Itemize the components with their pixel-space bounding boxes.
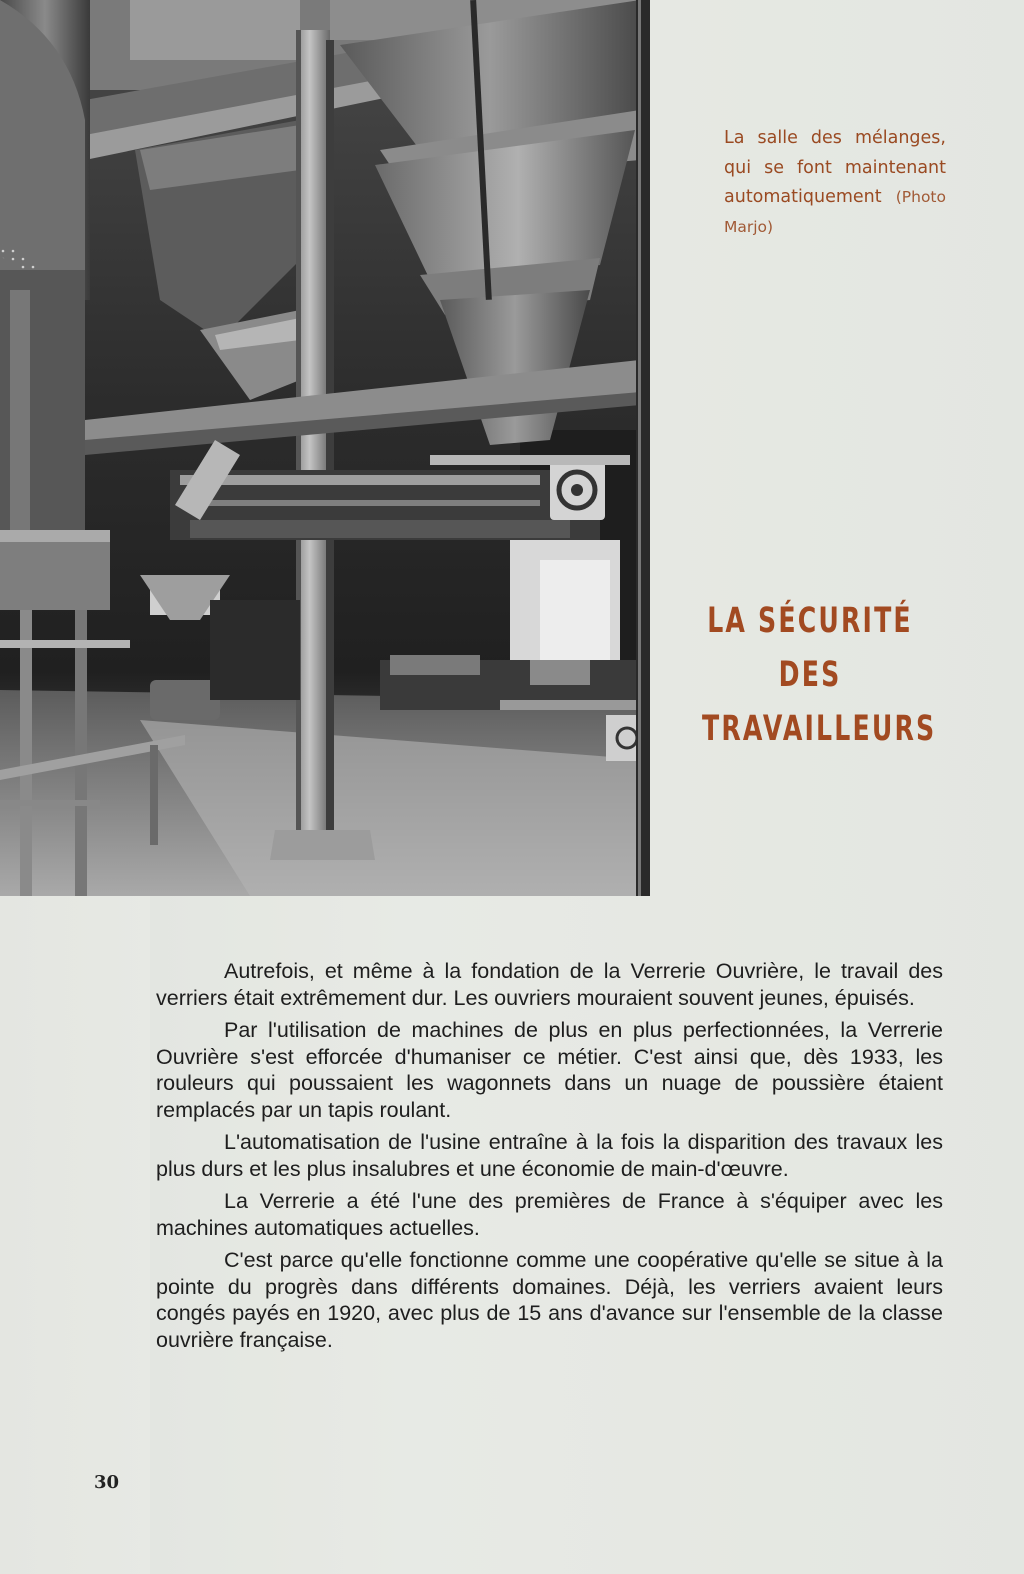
paragraph: La Verrerie a été l'une des premières de France à s'équiper avec les machines automatiques actuelles. (156, 1189, 943, 1240)
page-number: 30 (94, 1472, 120, 1493)
article-body (156, 958, 943, 1359)
paragraph: L'automatisation de l'usine entraîne à la fois la disparition des travaux les plus durs et les plus insalubres et une économie de main-d'œuvre. (156, 1130, 943, 1181)
photo-caption (724, 124, 946, 242)
caption-credit: (Photo Marjo) (724, 188, 946, 236)
factory-photo (0, 0, 650, 896)
heading-line-1: LA SÉCURITÉ (707, 601, 913, 641)
paragraph: Autrefois, et même à la fondation de la Verrerie Ouvrière, le travail des verriers était extrêmement dur. Les ouvriers mouraient souvent jeunes, épuisés. (156, 959, 943, 1010)
heading-line-3: TRAVAILLEURS (702, 709, 937, 749)
section-heading (702, 594, 937, 756)
heading-line-2: DES (778, 655, 842, 695)
paragraph: Par l'utilisation de machines de plus en plus perfectionnées, la Verrerie Ouvrière s'est efforcée d'humaniser ce métier. C'est ainsi que, dès 1933, les rouleurs qui poussaient les wagonnets dans un nuage de poussière étaient remplacés par un tapis roulant. (156, 1018, 943, 1122)
paragraph: C'est parce qu'elle fonctionne comme une coopérative qu'elle se situe à la pointe du progrès dans différents domaines. Déjà, les verriers avaient leurs congés payés en 1920, avec plus de 15 ans d'avance sur l'ensemble de la classe ouvrière française. (156, 1248, 943, 1352)
caption-text: La salle des mélanges, qui se font maintenant automatiquement (724, 128, 946, 207)
